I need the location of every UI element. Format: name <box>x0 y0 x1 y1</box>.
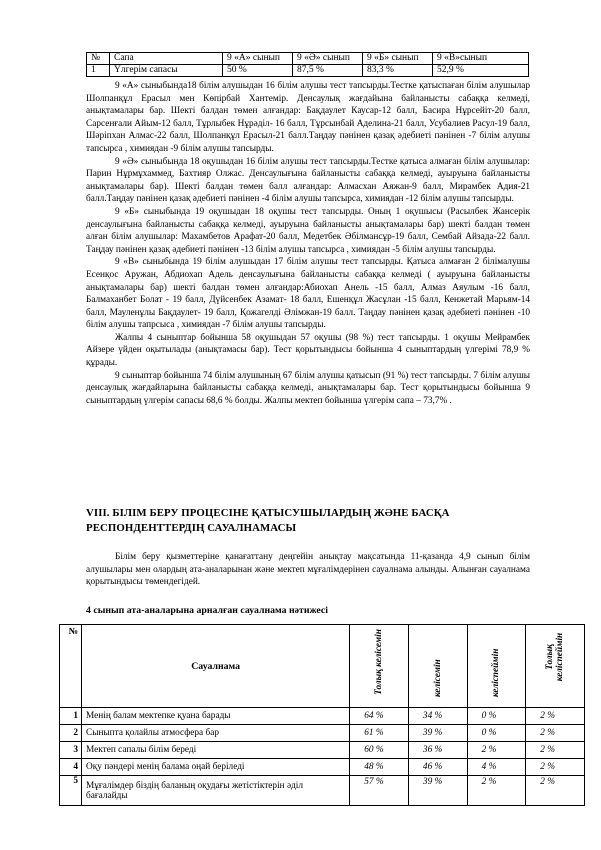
table-cell: 50 % <box>223 65 293 77</box>
quality-table <box>86 52 529 77</box>
row-value: 2 % <box>526 742 585 759</box>
survey-table <box>59 624 585 806</box>
row-question: Мектеп сапалы білім береді <box>82 742 350 759</box>
row-value: 2 % <box>467 776 526 806</box>
row-value: 61 % <box>350 725 409 742</box>
table-header-cell: 9 «Ә» сынып <box>293 53 363 65</box>
row-number: 4 <box>60 759 82 776</box>
survey-num-header: № <box>60 625 82 708</box>
table-row <box>60 742 585 759</box>
row-value: 2 % <box>526 776 585 806</box>
row-number: 2 <box>60 725 82 742</box>
row-question: Мұғалімдер біздің баланың оқудағы жетістіктерін әділ бағалайды <box>82 776 350 806</box>
table-row <box>60 708 585 725</box>
paragraph-9a: 9 «А» сыныбында18 білім алушыдан 16 білім алушы тест тапсырды.Тестке қатыспаған білім алушылар Шолпанқұл Ерасыл мен Көпірбай Хантемір. Денсаулық жағдайына байланысты сабаққа келмеді, анықтамалары бар. Шекті балдан төмен алғандар: Бақдаулет Каусар-12 балл, Басира Нұрсейіт-20 балл, Сарсенғали Айым-12 балл, Тұрлыбек Нұрәділ- 16 балл, Тұрсынбай Аделина-21 балл, Усубалиев Расул-19 балл, Шәріпхан Алмас-22 балл, Шолпанқұл Ерасыл-21 балл.Таңдау пәнінен қазақ әдебиеті пәнінен -7 білім алушы тапсырса , химиядан -9 білім алушы тапсырды. <box>86 81 530 154</box>
survey-header-row <box>60 625 585 708</box>
row-value: 57 % <box>350 776 409 806</box>
row-number: 1 <box>60 708 82 725</box>
row-question: Менің балам мектепке қуана барады <box>82 708 350 725</box>
table-header-cell: 9 «А» сынып <box>223 53 293 65</box>
row-value: 2 % <box>467 742 526 759</box>
table-header-cell: 9 «Б» сынып <box>363 53 433 65</box>
table-row <box>60 725 585 742</box>
row-value: 39 % <box>408 725 467 742</box>
row-number: 5 <box>60 776 82 806</box>
table-header-cell: № <box>87 53 110 65</box>
row-question: Сыныпта қолайлы атмосфера бар <box>82 725 350 742</box>
row-question: Оқу пәндері менің балама оңай беріледі <box>82 759 350 776</box>
table-row <box>87 65 529 77</box>
answer-header-full-agree: Толық келісемін <box>350 625 409 708</box>
row-value: 4 % <box>467 759 526 776</box>
table-row <box>60 759 585 776</box>
paragraph-9ae: 9 «Ә» сыныбында 18 оқушыдан 16 білім алушы тест тапсырды.Тестке қатыса алмаған білім алушылар: Парин Нұрмұхаммед, Бахтияр Олжас. Денсаулығына байланысты сабаққа келмеді, ауыруына байланысты анықтамалары бар). Шекті балдан төмен балл алғандар: Алмасхан Аяжан-9 балл, Мирамбек Адия-21 балл.Таңдау пәнінен қазақ әдебиеті пәнінен -4 білім алушы тапсырса, химиядан -12 білім алушы тапсырды. <box>86 156 530 205</box>
table-header-row <box>87 53 529 65</box>
answer-header-disagree: келіспеймін <box>467 625 526 708</box>
section-heading: VIII. БІЛІМ БЕРУ ПРОЦЕСІНЕ ҚАТЫСУШЫЛАРДЫҢ ЖӘНЕ БАСҚА РЕСПОНДЕНТТЕРДІҢ САУАЛНАМАСЫ <box>86 507 450 534</box>
row-value: 34 % <box>408 708 467 725</box>
paragraph-grade4-summary: Жалпы 4 сыныптар бойынша 58 оқушыдан 57 оқушы (98 %) тест тапсырды. 1 оқушы Мейрамбек Айзере үйден оқытылады (анықтамасы бар). Тест қорытындысы бойынша 4 сыныптардың үлгерімі 78,9 % құрады. <box>86 332 530 369</box>
row-value: 0 % <box>467 725 526 742</box>
row-number: 3 <box>60 742 82 759</box>
table-cell: 83,3 % <box>363 65 433 77</box>
row-value: 36 % <box>408 742 467 759</box>
paragraph-9b: 9 «Б» сыныбында 19 оқушыдан 18 оқушы тест тапсырды. Оның 1 оқушысы (Расылбек Жансерік денсаулығына байланысты сабаққа келмеді, ауыруына байланысты анықтамалары бар) шекті балдан төмен алған білім алушылар: Махамбетов Арафат-20 балл, Медетбек Әбілмансұр-19 балл, Сембай Айзада-22 балл. Таңдау пәнінен қазақ әдебиеті пәнінен -13 білім алушы тапсырса , химиядан -5 білім алушы тапсырды. <box>86 206 530 255</box>
table-cell: 87,5 % <box>293 65 363 77</box>
row-value: 2 % <box>526 708 585 725</box>
intro-text: Білім беру қызметтеріне қанағаттану деңгейін анықтау мақсатында 11-қазанда 4,9 сынып білім алушылары мен олардың ата-аналарынан және мектеп мұғалімдерінен сауалнама алынды. Алынған сауалнама қорытындысы төмендегідей. <box>86 552 530 588</box>
row-value: 46 % <box>408 759 467 776</box>
table-header-cell: Сапа <box>110 53 223 65</box>
row-value: 39 % <box>408 776 467 806</box>
paragraph-grade9-summary: 9 сыныптар бойынша 74 білім алушының 67 білім алушы қатысып (91 %) тест тапсырды. 7 білім алушы денсаулық жағдайларына байланысты сабаққа келмеді, анықтамалары бар. Тест қорытындысы бойынша 9 сыныптардың үлгерім сапасы 68,6 % болды. Жалпы мектеп бойынша үлгерім сапа – 73,7% . <box>86 370 530 406</box>
row-value: 60 % <box>350 742 409 759</box>
table-row <box>60 776 585 806</box>
table-cell: 52,9 % <box>433 65 529 77</box>
table-cell: Үлгерім сапасы <box>110 65 223 77</box>
answer-header-agree: келісемін <box>408 625 467 708</box>
table-cell: 1 <box>87 65 110 77</box>
row-value: 2 % <box>526 725 585 742</box>
row-value: 2 % <box>526 759 585 776</box>
row-value: 48 % <box>350 759 409 776</box>
table-header-cell: 9 «В»сынып <box>433 53 529 65</box>
survey-intro <box>86 551 530 589</box>
answer-header-full-disagree: Толық келіспеймін <box>526 625 585 708</box>
row-value: 0 % <box>467 708 526 725</box>
paragraph-9v: 9 «В» сыныбында 19 білім алушыдан 17 білім алушы тест тапсырды. Қатыса алмаған 2 білімалушы Есенқос Аружан, Абдиохап Адель денсаулығына байланысты сабаққа келмеді ( ауыруына байланысты анықтамалары бар) шекті балдан төмен алғандар:Абиохап Анель -15 балл, Алмаз Аяулым -16 балл, Балмаханбет Болат - 19 балл, Дүйсенбек Азамат- 18 балл, Ешенқұл Жасұлан -15 балл, Кенжетай Марьям-14 балл, Мауленұлы Бақдаулет- 19 балл, Қожагелді Әлімжан-19 балл. Таңдау пәнінен қазақ әдебиеті пәнінен -10 білім алушы тапрсыса , химиядан -7 білім алушы тапсырды. <box>86 257 530 331</box>
survey-title: 4 сынып ата-аналарына арналған сауалнама нәтижесі <box>86 605 328 616</box>
row-value: 64 % <box>350 708 409 725</box>
survey-question-header: Сауалнама <box>82 625 350 708</box>
report-body <box>86 80 530 407</box>
